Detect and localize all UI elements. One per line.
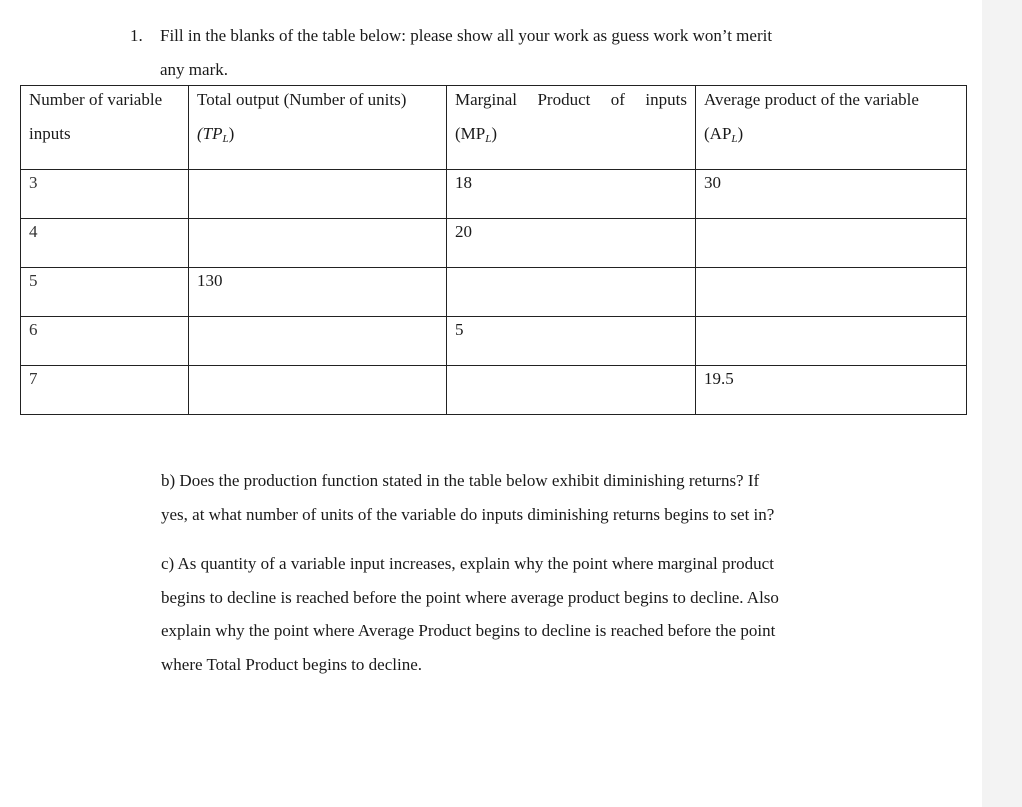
header-paren: ) [737,124,744,143]
cell-average-product [696,219,967,268]
header-paren: ) [491,124,498,143]
page-margin-strip [982,0,1022,807]
table-row [21,219,967,268]
header-line2 [704,121,958,152]
header-line1: Number of variable [29,90,163,109]
header-variable-inputs [21,86,189,170]
cell-total-output [189,317,447,366]
header-subscript: L [485,133,492,145]
cell-total-output [189,170,447,219]
header-line2 [455,121,687,152]
question-1-text: Fill in the blanks of the table below: please show all your work as guess work won’t merit [160,26,773,45]
header-paren: ) [228,124,235,143]
cell-inputs: 5 [21,268,189,317]
cell-average-product [696,317,967,366]
cell-marginal-product [447,366,696,415]
part-b-line2: yes, at what number of units of the variable do inputs diminishing returns begins to set in? [161,504,775,524]
table-row [21,366,967,415]
header-line1: Total output (Number of units) [197,90,407,109]
cell-marginal-product [447,268,696,317]
part-c-line3: explain why the point where Average Product begins to decline is reached before the point [161,621,776,640]
header-symbol: (AP [704,124,732,143]
header-subscript: L [222,133,229,145]
header-line2: inputs [29,124,71,143]
header-total-output [189,86,447,170]
header-marginal-product [447,86,696,170]
cell-inputs: 6 [21,317,189,366]
table-row [21,317,967,366]
header-symbol: (MP [455,124,486,143]
cell-inputs: 4 [21,219,189,268]
question-1-line2: any mark. [160,60,228,79]
header-line2 [197,121,438,152]
part-c-line1: c) As quantity of a variable input increases, explain why the point where marginal product [161,554,774,573]
cell-inputs: 3 [21,170,189,219]
header-symbol: (TP [197,124,223,143]
question-1 [130,19,910,87]
cell-marginal-product: 20 [447,219,696,268]
cell-average-product [696,268,967,317]
question-part-b [161,464,871,531]
cell-total-output [189,219,447,268]
header-line1: Average product of the variable [704,90,919,109]
table-header-row [21,86,967,170]
header-line1: Marginal Product of inputs [455,90,687,109]
question-1-line1 [130,19,910,53]
question-part-c [161,547,871,681]
production-table [20,85,967,415]
cell-total-output [189,366,447,415]
cell-average-product: 19.5 [696,366,967,415]
cell-average-product: 30 [696,170,967,219]
table-row [21,268,967,317]
cell-marginal-product: 18 [447,170,696,219]
part-b-line1: b) Does the production function stated in the table below exhibit diminishing returns? If [161,471,760,490]
question-number: 1. [130,26,143,45]
part-c-line4: where Total Product begins to decline. [161,654,422,674]
header-subscript: L [731,133,738,145]
table-row [21,170,967,219]
cell-total-output: 130 [189,268,447,317]
cell-marginal-product: 5 [447,317,696,366]
part-c-line2: begins to decline is reached before the point where average product begins to decline. Also [161,587,779,607]
cell-inputs: 7 [21,366,189,415]
header-average-product [696,86,967,170]
